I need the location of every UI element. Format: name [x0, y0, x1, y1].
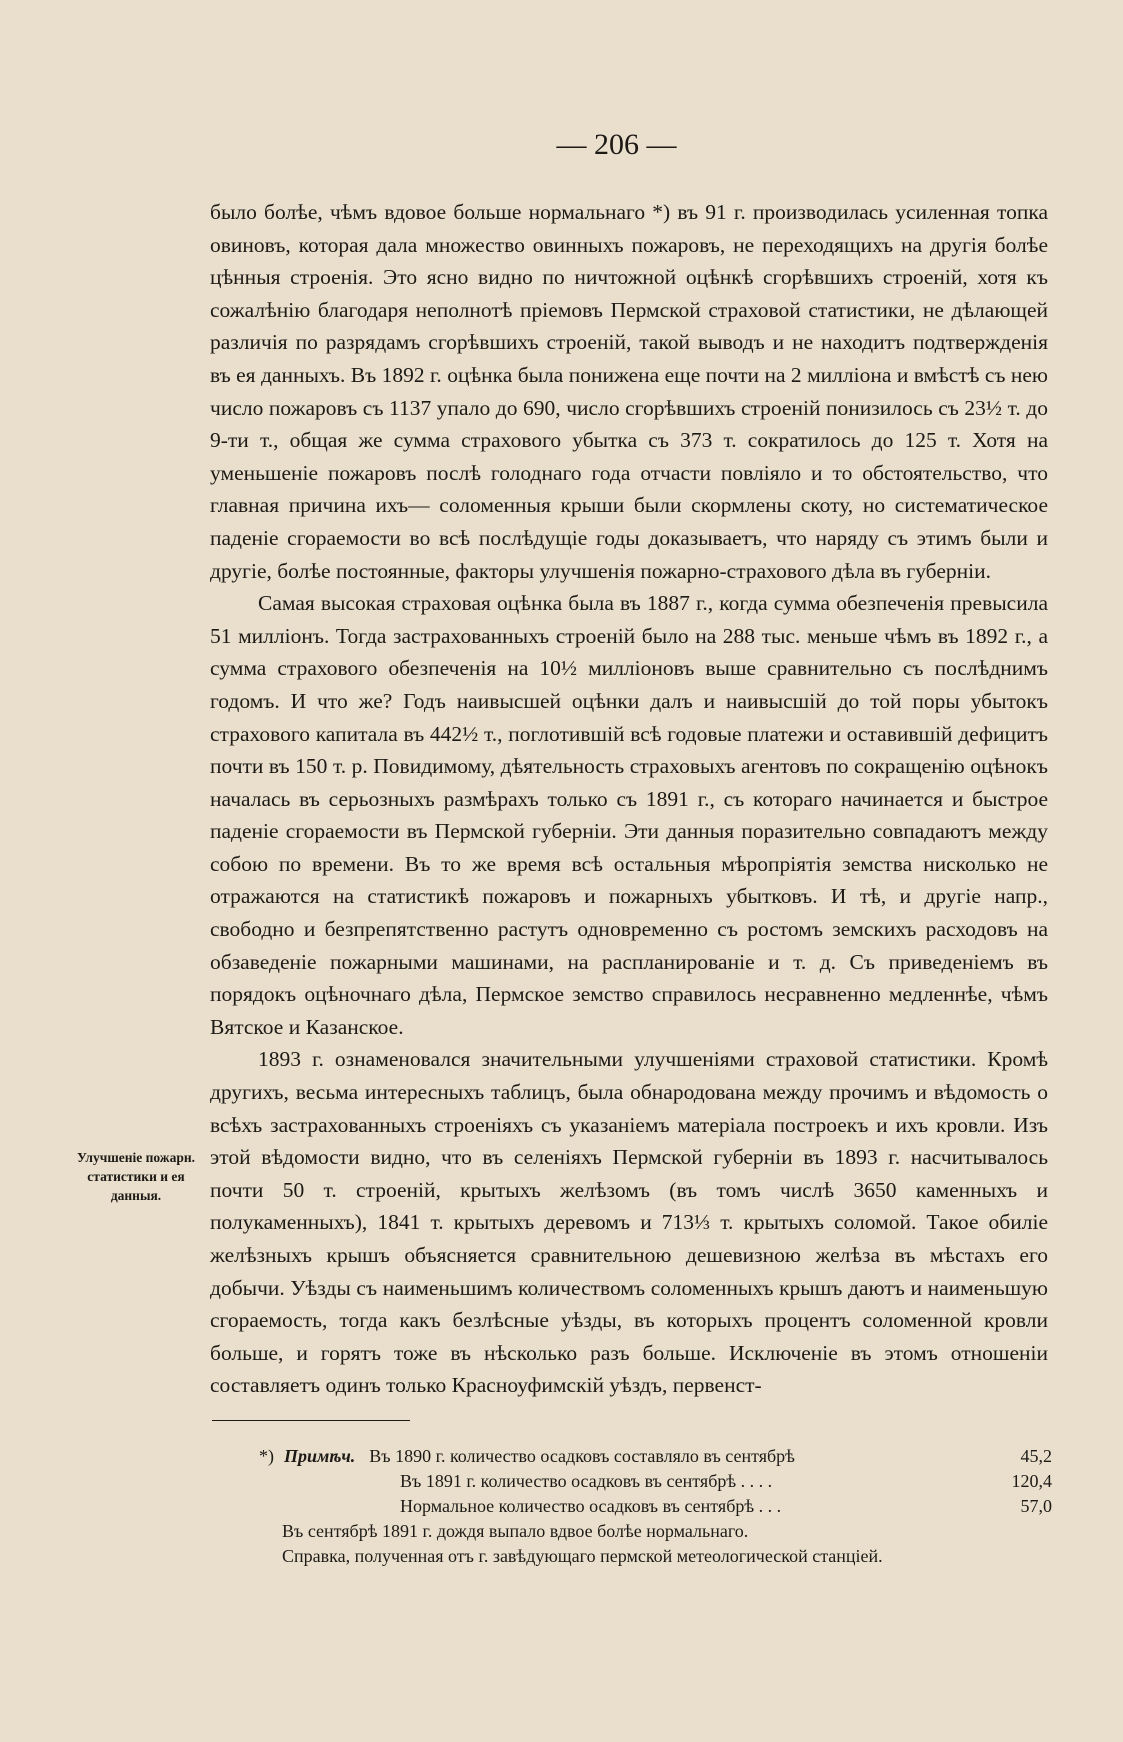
footnote-line-text: Въ 1891 г. количество осадковъ въ сентябрѣ . . . . — [400, 1471, 773, 1491]
footnote-paragraph-2: Справка, полученная отъ г. завѣдующаго пермской метеологической станціей. — [282, 1546, 883, 1566]
footnote-line-1 — [210, 1444, 1052, 1469]
footnote-line-2 — [210, 1469, 1052, 1494]
page-number: — 206 — — [556, 128, 677, 161]
footnote-mark: *) — [259, 1446, 274, 1466]
paragraph-3: 1893 г. ознаменовался значительными улучшеніями страховой статистики. Кромѣ другихъ, весьма интересныхъ таблицъ, была обнародована между прочимъ и вѣдомость о всѣхъ застрахованныхъ строеніяхъ съ указаніемъ матеріала построекъ и ихъ кровли. Изъ этой вѣдомости видно, что въ селеніяхъ Пермской губерніи въ 1893 г. насчитывалось почти 50 т. строеній, крытыхъ желѣзомъ (въ томъ числѣ 3650 каменныхъ и полукаменныхъ), 1841 т. крытыхъ деревомъ и 713⅓ т. крытыхъ соломой. Такое обиліе желѣзныхъ крышъ объясняется сравнительною дешевизною желѣза въ мѣстахъ его добычи. Уѣзды съ наименьшимъ количествомъ соломенныхъ крышъ даютъ и наименьшую сгораемость, тогда какъ безлѣсные уѣзды, въ которыхъ процентъ соломенной кровли больше, и горятъ тоже въ нѣсколько разъ больше. Исключеніе въ этомъ отношеніи составляетъ одинъ только Красноуфимскій уѣздъ, первенст- — [210, 1047, 1048, 1398]
body-text — [210, 196, 1048, 1402]
footnote-paragraph-1: Въ сентябрѣ 1891 г. дождя выпало вдвое болѣе нормальнаго. — [282, 1521, 749, 1541]
footnote-line-value: 57,0 — [1020, 1496, 1052, 1516]
footnote — [210, 1444, 1052, 1569]
footnote-line-text: Нормальное количество осадковъ въ сентябрѣ . . . — [400, 1496, 782, 1516]
footnote-divider — [212, 1420, 410, 1421]
margin-note: Улучшеніе пожарн. статистики и ея данныя. — [77, 1150, 195, 1203]
footnote-line-value: 45,2 — [1020, 1446, 1052, 1466]
footnote-label: Примѣч. — [284, 1446, 356, 1466]
footnote-line-3 — [210, 1494, 1052, 1519]
footnote-line-text: Въ 1890 г. количество осадковъ составляло въ сентябрѣ — [369, 1446, 795, 1466]
paragraph-1: было болѣе, чѣмъ вдовое больше нормальнаго *) въ 91 г. производилась усиленная топка овиновъ, которая дала множество овинныхъ пожаровъ, не переходящихъ на другія болѣе цѣнныя строенія. Это ясно видно по ничтожной оцѣнкѣ сгорѣвшихъ строеній, хотя къ сожалѣнію благодаря неполнотѣ пріемовъ Пермской страховой статистики, не дѣлающей различія по разрядамъ сгорѣвшихъ строеній, такой выводъ и не находитъ подтвержденія въ ея данныхъ. Въ 1892 г. оцѣнка была понижена еще почти на 2 милліона и вмѣстѣ съ нею число пожаровъ съ 1137 упало до 690, число сгорѣвшихъ строеній понизилось съ 23½ т. до 9-ти т., общая же сумма страхового убытка съ 373 т. сократилось до 125 т. Хотя на уменьшеніе пожаровъ послѣ голоднаго года отчасти повліяло и то обстоятельство, что главная причина ихъ— соломенныя крыши были скормлены скоту, но систематическое паденіе сгораемости во всѣ послѣдущіе годы доказываетъ, что наряду съ этимъ были и другіе, болѣе постоянные, факторы улучшенія пожарно-страхового дѣла въ губерніи. — [210, 200, 1048, 583]
paragraph-2: Самая высокая страховая оцѣнка была въ 1887 г., когда сумма обезпеченія превысила 51 милліонъ. Тогда застрахованныхъ строеній было на 288 тыс. меньше чѣмъ въ 1892 г., а сумма страхового обезпеченія на 10½ милліоновъ выше сравнительно съ послѣднимъ годомъ. И что же? Годъ наивысшей оцѣнки далъ и наивысшій до той поры убытокъ страхового капитала въ 442½ т., поглотившій всѣ годовые платежи и оставившій дефицитъ почти въ 150 т. р. Повидимому, дѣятельность страховыхъ агентовъ по сокращенію оцѣнокъ началась въ серьозныхъ размѣрахъ только съ 1891 г., съ котораго начинается и быстрое паденіе сгораемости въ Пермской губерніи. Эти данныя поразительно совпадаютъ между собою по времени. Въ то же время всѣ остальныя мѣропріятія земства нисколько не отражаются на статистикѣ пожаровъ и пожарныхъ убытковъ. И тѣ, и другіе напр., свободно и безпрепятственно растутъ одновременно съ ростомъ земскихъ расходовъ на обзаведеніе пожарными машинами, на распланированіе и т. д. Съ приведеніемъ въ порядокъ оцѣночнаго дѣла, Пермское земство справилось несравненно медленнѣе, чѣмъ Вятское и Казанское. — [210, 591, 1048, 1039]
footnote-line-value: 120,4 — [1011, 1471, 1052, 1491]
